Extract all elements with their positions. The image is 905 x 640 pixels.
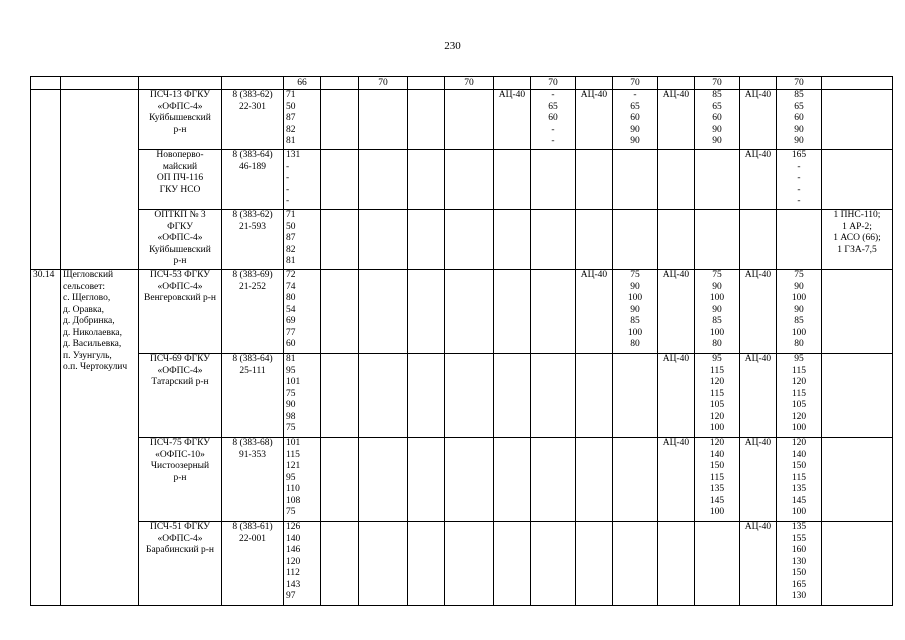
empty-cell bbox=[321, 270, 359, 354]
station-col17-cell: 165 - - - - bbox=[777, 150, 822, 210]
table-row bbox=[31, 438, 893, 522]
station-col13-cell bbox=[613, 210, 658, 270]
station-col11-cell bbox=[531, 270, 576, 354]
header-cell bbox=[139, 77, 222, 90]
header-cell: 70 bbox=[777, 77, 822, 90]
station-col10-cell bbox=[494, 150, 531, 210]
empty-cell bbox=[445, 210, 494, 270]
station-col11-cell bbox=[531, 150, 576, 210]
station-col15-cell bbox=[695, 210, 740, 270]
empty-cell bbox=[359, 438, 408, 522]
empty-cell bbox=[321, 522, 359, 606]
page-number: 230 bbox=[444, 40, 461, 52]
empty-cell bbox=[445, 270, 494, 354]
station-name-cell: ПСЧ-53 ФГКУ «ОФПС-4» Венгеровский р-н bbox=[139, 270, 222, 354]
empty-cell bbox=[408, 210, 445, 270]
station-col17-cell: 95 115 120 115 105 120 100 bbox=[777, 354, 822, 438]
header-cell: 70 bbox=[359, 77, 408, 90]
station-col16-cell: АЦ-40 bbox=[740, 354, 777, 438]
empty-cell bbox=[321, 150, 359, 210]
station-col15-cell: 75 90 100 90 85 100 80 bbox=[695, 270, 740, 354]
empty-cell bbox=[408, 438, 445, 522]
station-col11-cell bbox=[531, 438, 576, 522]
station-col10-cell: АЦ-40 bbox=[494, 90, 531, 150]
table-row bbox=[31, 354, 893, 438]
station-col18-cell: 1 ПНС-110; 1 АР-2; 1 АСО (66); 1 ГЗА-7,5 bbox=[822, 210, 893, 270]
table-row bbox=[31, 522, 893, 606]
station-name-cell: ОПТКП № 3 ФГКУ «ОФПС-4» Куйбышевский р-н bbox=[139, 210, 222, 270]
station-col5-cell: 126 140 146 120 112 143 97 bbox=[284, 522, 321, 606]
station-col13-cell: - 65 60 90 90 bbox=[613, 90, 658, 150]
station-col10-cell bbox=[494, 438, 531, 522]
header-cell bbox=[408, 77, 445, 90]
station-col5-cell: 72 74 80 54 69 77 60 bbox=[284, 270, 321, 354]
station-col12-cell bbox=[576, 354, 613, 438]
station-col14-cell: АЦ-40 bbox=[658, 354, 695, 438]
station-col16-cell: АЦ-40 bbox=[740, 270, 777, 354]
empty-cell bbox=[321, 90, 359, 150]
header-cell: 66 bbox=[284, 77, 321, 90]
empty-cell bbox=[408, 150, 445, 210]
station-col10-cell bbox=[494, 270, 531, 354]
empty-cell bbox=[321, 354, 359, 438]
station-phone-cell: 8 (383-64) 25-111 bbox=[222, 354, 284, 438]
station-phone-cell: 8 (383-62) 22-301 bbox=[222, 90, 284, 150]
station-name-cell: Новоперво- майский ОП ПЧ-116 ГКУ НСО bbox=[139, 150, 222, 210]
header-cell bbox=[494, 77, 531, 90]
station-col10-cell bbox=[494, 354, 531, 438]
station-col10-cell bbox=[494, 210, 531, 270]
table-header-row bbox=[31, 77, 893, 90]
station-col17-cell bbox=[777, 210, 822, 270]
station-col18-cell bbox=[822, 438, 893, 522]
empty-cell bbox=[321, 210, 359, 270]
header-cell: 70 bbox=[445, 77, 494, 90]
station-col5-cell: 71 50 87 82 81 bbox=[284, 210, 321, 270]
empty-cell bbox=[359, 354, 408, 438]
station-col11-cell bbox=[531, 354, 576, 438]
station-col13-cell bbox=[613, 522, 658, 606]
station-col14-cell: АЦ-40 bbox=[658, 270, 695, 354]
row-number-cell: 30.14 bbox=[31, 270, 61, 606]
station-col11-cell: - 65 60 - - bbox=[531, 90, 576, 150]
header-cell bbox=[222, 77, 284, 90]
empty-cell bbox=[408, 522, 445, 606]
station-col15-cell: 85 65 60 90 90 bbox=[695, 90, 740, 150]
station-col14-cell bbox=[658, 522, 695, 606]
station-phone-cell: 8 (383-62) 21-593 bbox=[222, 210, 284, 270]
station-col12-cell bbox=[576, 150, 613, 210]
station-col16-cell: АЦ-40 bbox=[740, 522, 777, 606]
station-col17-cell: 120 140 150 115 135 145 100 bbox=[777, 438, 822, 522]
empty-cell bbox=[408, 90, 445, 150]
header-cell bbox=[321, 77, 359, 90]
station-col13-cell bbox=[613, 354, 658, 438]
station-col10-cell bbox=[494, 522, 531, 606]
station-phone-cell: 8 (383-61) 22-001 bbox=[222, 522, 284, 606]
fire-station-table bbox=[30, 76, 893, 606]
empty-cell bbox=[408, 270, 445, 354]
empty-cell bbox=[445, 438, 494, 522]
station-col16-cell bbox=[740, 210, 777, 270]
table-row bbox=[31, 90, 893, 150]
header-cell bbox=[61, 77, 139, 90]
station-col15-cell bbox=[695, 150, 740, 210]
station-col12-cell bbox=[576, 438, 613, 522]
station-col17-cell: 75 90 100 90 85 100 80 bbox=[777, 270, 822, 354]
station-col16-cell: АЦ-40 bbox=[740, 150, 777, 210]
header-cell bbox=[740, 77, 777, 90]
empty-cell bbox=[359, 270, 408, 354]
empty-cell bbox=[359, 522, 408, 606]
header-cell bbox=[576, 77, 613, 90]
station-col12-cell: АЦ-40 bbox=[576, 90, 613, 150]
table-row bbox=[31, 210, 893, 270]
station-col5-cell: 131 - - - - bbox=[284, 150, 321, 210]
station-col16-cell: АЦ-40 bbox=[740, 90, 777, 150]
station-col15-cell: 95 115 120 115 105 120 100 bbox=[695, 354, 740, 438]
station-col12-cell: АЦ-40 bbox=[576, 270, 613, 354]
station-phone-cell: 8 (383-64) 46-189 bbox=[222, 150, 284, 210]
station-name-cell: ПСЧ-69 ФГКУ «ОФПС-4» Татарский р-н bbox=[139, 354, 222, 438]
header-cell: 70 bbox=[695, 77, 740, 90]
station-col11-cell bbox=[531, 522, 576, 606]
empty-cell bbox=[359, 150, 408, 210]
settlement-cell: Щегловский сельсовет: с. Щеглово, д. Оравка, д. Добринка, д. Николаевка, д. Васильевка, п. Узунгуль, о.п. Чертокулич bbox=[61, 270, 139, 606]
station-col18-cell bbox=[822, 354, 893, 438]
station-col11-cell bbox=[531, 210, 576, 270]
header-cell: 70 bbox=[613, 77, 658, 90]
table-body bbox=[31, 77, 893, 606]
empty-cell bbox=[359, 210, 408, 270]
header-cell bbox=[31, 77, 61, 90]
station-col14-cell bbox=[658, 210, 695, 270]
station-name-cell: ПСЧ-13 ФГКУ «ОФПС-4» Куйбышевский р-н bbox=[139, 90, 222, 150]
station-col18-cell bbox=[822, 522, 893, 606]
station-col16-cell: АЦ-40 bbox=[740, 438, 777, 522]
station-col12-cell bbox=[576, 522, 613, 606]
station-col12-cell bbox=[576, 210, 613, 270]
station-col17-cell: 85 65 60 90 90 bbox=[777, 90, 822, 150]
station-col18-cell bbox=[822, 90, 893, 150]
empty-cell bbox=[445, 150, 494, 210]
station-col14-cell: АЦ-40 bbox=[658, 90, 695, 150]
station-col15-cell bbox=[695, 522, 740, 606]
station-col5-cell: 101 115 121 95 110 108 75 bbox=[284, 438, 321, 522]
station-col5-cell: 71 50 87 82 81 bbox=[284, 90, 321, 150]
station-name-cell: ПСЧ-51 ФГКУ «ОФПС-4» Барабинский р-н bbox=[139, 522, 222, 606]
header-cell bbox=[822, 77, 893, 90]
header-cell bbox=[658, 77, 695, 90]
station-col15-cell: 120 140 150 115 135 145 100 bbox=[695, 438, 740, 522]
empty-cell bbox=[321, 438, 359, 522]
station-col14-cell: АЦ-40 bbox=[658, 438, 695, 522]
empty-cell bbox=[445, 522, 494, 606]
empty-cell bbox=[359, 90, 408, 150]
header-cell: 70 bbox=[531, 77, 576, 90]
row-number-cell bbox=[31, 90, 61, 270]
empty-cell bbox=[408, 354, 445, 438]
table-row bbox=[31, 270, 893, 354]
station-col5-cell: 81 95 101 75 90 98 75 bbox=[284, 354, 321, 438]
station-col14-cell bbox=[658, 150, 695, 210]
settlement-cell bbox=[61, 90, 139, 270]
station-phone-cell: 8 (383-68) 91-353 bbox=[222, 438, 284, 522]
station-col13-cell: 75 90 100 90 85 100 80 bbox=[613, 270, 658, 354]
empty-cell bbox=[445, 354, 494, 438]
station-col13-cell bbox=[613, 438, 658, 522]
empty-cell bbox=[445, 90, 494, 150]
station-col17-cell: 135 155 160 130 150 165 130 bbox=[777, 522, 822, 606]
station-name-cell: ПСЧ-75 ФГКУ «ОФПС-10» Чистоозерный р-н bbox=[139, 438, 222, 522]
station-col18-cell bbox=[822, 150, 893, 210]
table-row bbox=[31, 150, 893, 210]
station-col18-cell bbox=[822, 270, 893, 354]
station-col13-cell bbox=[613, 150, 658, 210]
station-phone-cell: 8 (383-69) 21-252 bbox=[222, 270, 284, 354]
